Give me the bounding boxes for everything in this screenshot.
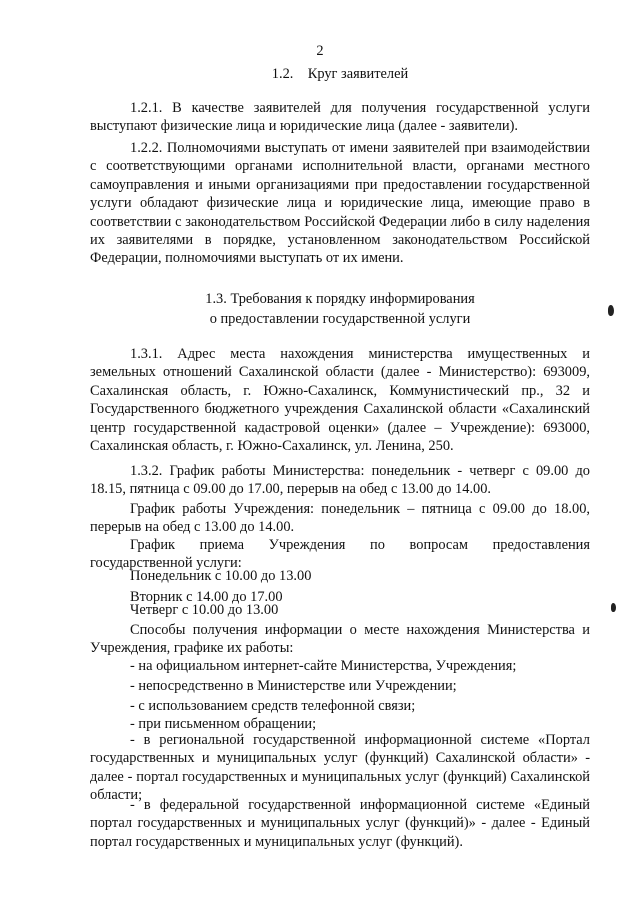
paragraph-1-3-2: 1.3.2. График работы Министерства: понедельник - четверг с 09.00 до 18.15, пятница с 09.00 до 17.00, перерыв на обед с 13.00 до 14.00. — [90, 463, 590, 498]
paragraph-institution-schedule: График работы Учреждения: понедельник – пятница с 09.00 до 18.00, перерыв на обед с 13.00 до 14.00. — [90, 501, 590, 536]
schedule-item: Четверг с 10.00 до 13.00 — [130, 602, 279, 618]
scan-smudge-mark — [608, 305, 614, 316]
method-item-regional-portal: - в региональной государственной информационной системе «Портал государственных и муниципальных услуг (функций) Сахалинской области» - далее - портал государственных и муниципальных услуг (функций) Сахалинской области; — [90, 732, 590, 804]
section-1-2-heading: 1.2. Круг заявителей — [271, 66, 409, 82]
method-item: - на официальном интернет-сайте Министерства, Учреждения; — [130, 658, 517, 674]
paragraph-1-2-2: 1.2.2. Полномочиями выступать от имени заявителей при взаимодействии с соответствующими органами исполнительной власти, органами местного самоуправления и иными организациями при предоставлении государственной услуги обладают физические лица и юридические лица, имеющие право в соответствии с законодательством Российской Федерации либо в силу наделения их заявителями в порядке, установленном законодательством Российской Федерации, полномочиями выступать от их имени. — [90, 140, 590, 267]
scan-smudge-mark — [611, 603, 616, 612]
paragraph-reception-schedule: График приема Учреждения по вопросам предоставления государственной услуги: — [90, 537, 590, 572]
paragraph-1-2-1: 1.2.1. В качестве заявителей для получения государственной услуги выступают физические лица и юридические лица (далее - заявители). — [90, 100, 590, 135]
page-number: 2 — [316, 43, 324, 59]
paragraph-info-methods: Способы получения информации о месте нахождения Министерства и Учреждения, графике их работы: — [90, 622, 590, 657]
method-item: - непосредственно в Министерстве или Учреждении; — [130, 678, 457, 694]
paragraph-1-3-1: 1.3.1. Адрес места нахождения министерства имущественных и земельных отношений Сахалинской области (далее - Министерство): 693009, Сахалинская область, г. Южно-Сахалинск, Коммунистический пр., 32 и Государственного бюджетного учреждения Сахалинской области «Сахалинский центр государственной кадастровой оценки» (далее – Учреждение): 693000, Сахалинская область, г. Южно-Сахалинск, ул. Ленина, 250. — [90, 346, 590, 455]
method-item-federal-portal: - в федеральной государственной информационной системе «Единый портал государственных и муниципальных услуг (функций)» - далее - Единый портал государственных и муниципальных услуг (функций). — [90, 797, 590, 850]
section-1-3-heading-line-1: 1.3. Требования к порядку информирования — [205, 291, 475, 307]
method-item: - при письменном обращении; — [130, 716, 317, 732]
schedule-item: Понедельник с 10.00 до 13.00 — [130, 568, 312, 584]
method-item: - с использованием средств телефонной связи; — [130, 698, 416, 714]
schedule-item: Вторник с 14.00 до 17.00 — [130, 589, 283, 605]
section-1-3-heading-line-2: о предоставлении государственной услуги — [209, 311, 471, 327]
